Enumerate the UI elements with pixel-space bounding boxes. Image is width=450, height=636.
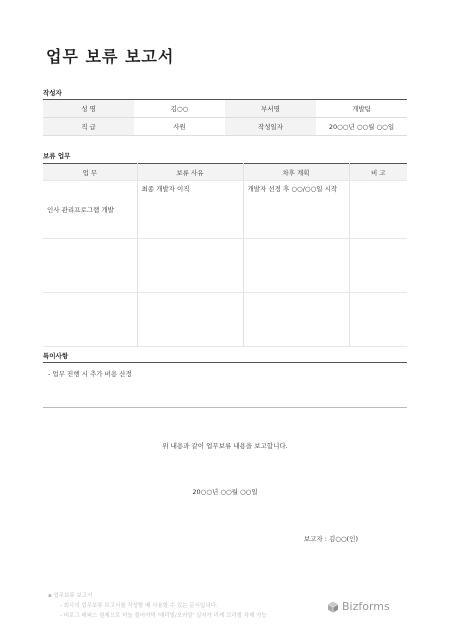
header-plan: 차후 계획 [243,164,349,181]
date-value: 20○○년 ○○월 ○○일 [316,118,407,136]
cell-reason [137,293,243,347]
hold-section-label: 보류 업무 [43,152,71,160]
cell-note [349,181,407,239]
cell-note [349,293,407,347]
cell-note [349,239,407,293]
reporter-signature: 보고자 : 김○○(인) [303,535,358,543]
cell-plan: 개발자 선정 후 ○○/○○일 시작 [243,181,349,239]
cell-task [43,239,137,293]
cell-task [43,293,137,347]
dept-label: 부서명 [225,100,316,118]
special-notes-text: - 업무 진행 시 추가 비용 산정 [48,370,132,378]
date-label: 작성일자 [225,118,316,136]
cube-icon [327,601,339,613]
table-row [43,293,407,347]
header-reason: 보류 사유 [137,164,243,181]
cell-plan [243,293,349,347]
rank-label: 직 급 [43,118,134,136]
logo-text: Bizforms [342,600,390,613]
hold-task-table [43,163,407,347]
name-value: 김○○ [134,100,225,118]
footer-line: - 회사의 업무보류 보고서를 작성할 때 사용할 수 있는 문서입니다. [60,603,218,609]
footer-notes [48,591,267,621]
cell-reason [137,239,243,293]
cell-plan [243,239,349,293]
footer-line: ▪ 업무보류 보고서 [48,593,93,599]
name-label: 성 명 [43,100,134,118]
writer-section-label: 작성자 [43,89,62,97]
bizforms-logo [327,600,390,613]
report-date: 20○○년 ○○월 ○○일 [192,488,258,496]
dept-value: 개발팀 [316,100,407,118]
footer-line: - 비로그 레퍼스 원제으로 미놀 불어야먹 '데리빌/모러알' 실저가 리케 끄리빌 삭제 가능 [60,613,267,619]
table-row [43,181,407,239]
special-section-label: 특이사항 [43,352,69,360]
report-statement: 위 내용과 같이 업무보류 내용을 보고합니다. [162,442,288,450]
header-note: 비 고 [349,164,407,181]
table-row [43,239,407,293]
cell-reason: 최종 개발자 이직 [137,181,243,239]
cell-task: 인사 관리프로그램 개발 [43,181,137,239]
writer-info-table [43,99,407,136]
header-task: 업 무 [43,164,137,181]
rank-value: 사원 [134,118,225,136]
document-title: 업무 보류 보고서 [46,47,175,66]
